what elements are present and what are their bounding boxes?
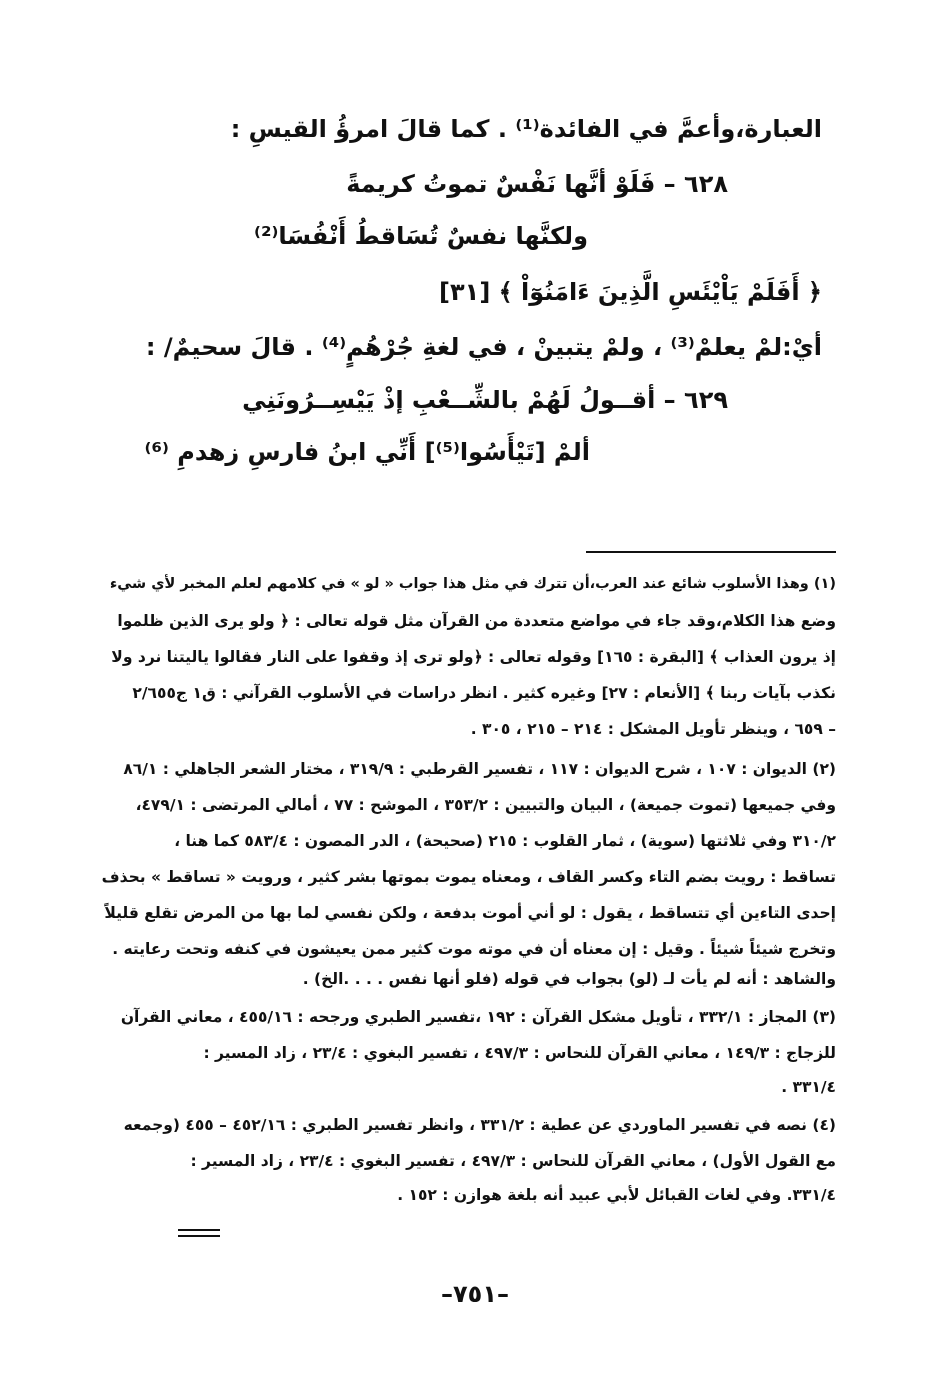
footnote-line: – ٦٥٩ ، وينظر تأويل المشكل : ٢١٤ – ٢١٥ ، ٣٠٥ . — [470, 720, 836, 738]
footnote-line: ٣١٠/٢ وفي ثلاثتها (سوية) ، ثمار القلوب : ٢١٥ (صحيحة) ، الدر المصون : ٥٨٣/٤ كما هنا ، — [174, 832, 836, 850]
footnote-line: تساقط : رويت بضم التاء وكسر القاف ، ومعناه يموت بموتها بشر كثير ، ورويت « تساقط » بحذف — [101, 868, 836, 886]
verse-629-first-hemistich: ٦٢٩ – أقــولُ لَهُمْ بالشِّــعْبِ إذْ يَيْسِــرُونَنِي — [242, 386, 728, 414]
footnote-line: إحدى التاءين أي تتساقط ، يقول : لو أني أموت بدفعة ، ولكن نفسي لما بها من المرض تقلع قليلاً — [104, 904, 836, 922]
main-text-line-5: أيْ:لمْ يعلمْ⁽³⁾ ، ولمْ يتبينْ ، في لغةِ جُرْهُمٍ⁽⁴⁾ . قالَ سحيمٌ/ : — [145, 333, 822, 361]
page-number: –٧٥١– — [441, 1280, 509, 1308]
verse-628-second-hemistich: ولكنَّها نفسٌ تُسَاقطُ أَنْفُسَا⁽²⁾ — [254, 222, 588, 250]
footnote-line: وتخرج شيئاً شيئاً . وقيل : إن معناه أن في موته موت كثير ممن يعيشون في كنفه وتحت رعايته . — [112, 940, 836, 958]
footnote-line: (١) وهذا الأسلوب شائع عند العرب،أن تترك في مثل هذا جواب « لو » في كلامهم لعلم المخبر لأي شيء — [109, 576, 836, 592]
verse-629-second-hemistich: ألمْ [تَيْأَسُوا⁽⁵⁾] أَنِّي ابنُ فارسِ زهدمِ ⁽⁶⁾ — [144, 438, 590, 466]
footnote-line: للزجاج : ١٤٩/٣ ، معاني القرآن للنحاس : ٤٩٧/٣ ، تفسير البغوي : ٢٣/٤ ، زاد المسير : — [203, 1044, 836, 1062]
footnote-end-marker — [178, 1229, 220, 1237]
footnote-line: مع القول الأول) ، معاني القرآن للنحاس : ٤٩٧/٣ ، تفسير البغوي : ٢٣/٤ ، زاد المسير : — [190, 1152, 836, 1170]
footnote-line: والشاهد : أنه لم يأت لـ (لو) بجواب في قوله (فلو أنها نفس . . . .الخ) . — [302, 970, 836, 988]
main-text-line-1: العبارة،وأعمَّ في الفائدة⁽¹⁾ . كما قالَ امرؤُ القيسِ : — [230, 115, 822, 143]
footnote-line: وضع هذا الكلام،وقد جاء في مواضع متعددة من القرآن مثل قوله تعالى : ﴿ ولو يرى الذين ظلموا — [117, 612, 836, 630]
footnote-line: (٣) المجاز : ٣٣٢/١ ، تأويل مشكل القرآن : ١٩٢ ،تفسير الطبري ورجحه : ٤٥٥/١٦ ، معاني القرآن — [120, 1008, 836, 1026]
verse-628-first-hemistich: ٦٢٨ – فَلَوْ أنَّها نَفْسٌ تموتُ كريمةً — [346, 170, 728, 198]
footnote-line: (٢) الديوان : ١٠٧ ، شرح الديوان : ١١٧ ، تفسير القرطبي : ٣١٩/٩ ، مختار الشعر الجاهلي : ٨٦/١ — [123, 760, 836, 778]
footnote-line: ٣٣١/٤. وفي لغات القبائل لأبي عبيد أنه بلغة هوازن : ١٥٢ . — [397, 1186, 836, 1204]
footnote-line: وفي جميعها (تموت جميعة) ، البيان والتبيين : ٣٥٣/٢ ، الموشح : ٧٧ ، أمالي المرتضى : ٤٧٩/١، — [135, 796, 836, 814]
footnote-separator — [586, 551, 836, 553]
footnote-line: ٣٣١/٤ . — [781, 1078, 836, 1096]
footnote-line: (٤) نصه في تفسير الماوردي عن عطية : ٣٣١/٢ ، وانظر تفسير الطبري : ٤٥٢/١٦ – ٤٥٥ (وجمعه — [123, 1116, 836, 1134]
footnote-line: إذ يرون العذاب ﴾ [البقرة : ١٦٥] وقوله تعالى : ﴿ولو ترى إذ وقفوا على النار فقالوا ياليتنا نرد ولا — [111, 648, 836, 666]
quran-verse-citation: ﴿ أَفَلَمْ يَاْيْئَسِ الَّذِينَ ءَامَنُوٓاْ ﴾ [٣١] — [439, 278, 822, 306]
footnote-line: نكذب بآيات ربنا ﴾ [الأنعام : ٢٧] وغيره كثير . انظر دراسات في الأسلوب القرآني : ق١ ج٢/٦٥٥ — [132, 684, 836, 702]
